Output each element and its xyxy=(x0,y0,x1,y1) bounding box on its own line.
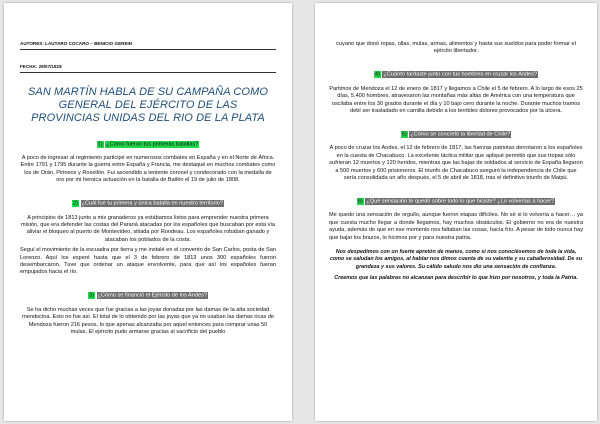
closing-paragraph-2: Creemos que las palabras no alcanzan para describir lo que hizo por nosotros, y toda la Patria. xyxy=(334,274,578,281)
date-line: FECHA: 29/07/1818 xyxy=(20,64,62,69)
answer-1: A poco de ingresar al regimiento participé en numerosos combates en España y en el Norte de África. Entre 1791 y 1795 durante la guerra entre España y Francia, me destaqué en muchos combates como los de Orán, Pirineos y Rosellón. Fui ascendido a teniente coronel y condecorado con la medalla de oro por mi heroica actuación en la batalla de Bailén el 19 de julio de 1808. xyxy=(20,155,276,184)
question-1 xyxy=(20,132,276,150)
question-text: ¿Cuánto tardaste junto con tus hombres en cruzar los Andes? xyxy=(383,71,538,78)
question-text: ¿Cómo se concretó la libertad de Chile? xyxy=(410,131,511,138)
authors-line: AUTORES: LAUTARO COCARO – BENICIO GEREIN xyxy=(20,41,133,46)
question-6 xyxy=(329,189,583,207)
document-page-left xyxy=(4,3,292,421)
question-text: ¿Qué sensación te quedó sobre todo lo que hiciste? ¿Lo volverías a hacer? xyxy=(366,198,555,205)
closing-paragraph-1: Nos despedimos con un fuerte apretón de manos, como si nos conociésemos de toda la vida, como se saludan los amigos, al hablar nos dimos cuenta de su valentía y su caballerosidad. De su grandeza y sus valores. Su cálido saludo nos dio una sensación de confianza. xyxy=(329,249,583,270)
answer-3: Se ha dicho muchas veces que fue gracias a las joyas donadas por las damas de la alta sociedad mendocina. Esto no fue así. El total de lo obtenido por las joyas que ya no usaban las damas ricas de Mendoza fueron 216 pesos, lo que apenas alcanzaba por aquel entonces para comprar unas 50 mulas. El ejército pudo armarse gracias al sacrificio del pueblo xyxy=(22,306,274,336)
question-text: ¿Cuál fue tu primera y única batalla en nuestro territorio? xyxy=(81,200,224,207)
question-number: 1) xyxy=(97,141,103,147)
question-number: 5) xyxy=(401,131,407,138)
question-text: ¿Cómo fueron tus primeras batallas? xyxy=(106,141,199,147)
answer-5: A poco de cruzar los Andes, el 12 de febrero de 1817, las fuerzas patriotas derrotaron a los españoles en la cuesta de Chacabuco. La excelente táctica militar que apliqué permitió que sus tropas sólo sufrieran 12 muertos y 120 heridos, mientras que las bajas de soldados al servicio de España llegaron a 500 muertos y 600 prisioneros. El triunfo de Chacabuco aseguró la independencia de Chile que sería consolidada un año después, el 5 de abril de 1818, tras el definitivo triunfo de Maipú. xyxy=(329,145,583,182)
question-3 xyxy=(20,284,276,302)
answer-6: Me quedo una sensación de orgullo, aunque fueron etapas difíciles. No sé si lo volvería a hacer… ya que cuesta mucho llegar a donde llegamos, hay muchos obstáculos. El gobierno no era de nuestra ayuda, además de que en ese momento nos faltaban las cosas, hacía frío. A pesar de todo nunca hay que bajar los brazos, lo hicimos por y para nuestra patria. xyxy=(329,212,583,241)
question-text: ¿Cómo se financió el Ejército de los Andes? xyxy=(97,292,207,299)
question-number: 3) xyxy=(89,292,94,299)
answer-4: Partimos de Mendoza el 12 de enero de 1817 y llegamos a Chile el 5 de febrero. A lo largo de esos 25 días, 5.400 hombres, atravesaron las montañas más altas de América con una temperatura que oscilaba entre los 30 grados durante el día y 10 bajo cero durante la noche. Durante muchos tramos debí ser trasladado en camilla debido a los terribles dolores provocados por la úlcera. xyxy=(329,85,583,115)
question-2 xyxy=(20,192,276,210)
answer-3-continued: cuyano que donó ropas, ollas, mulas, armas, alimentos y hasta sus sueldos para poder formar el ejército libertador. xyxy=(336,41,576,55)
question-number: 6) xyxy=(357,198,363,205)
article-title: SAN MARTÍN HABLA DE SU CAMPAÑA COMO GENERAL DEL EJÉRCITO DE LAS PROVINCIAS UNIDAS DEL RIO DE LA PLATA xyxy=(27,86,269,124)
answer-2b: Seguí el movimiento de la escuadra por tierra y me instalé en el convento de San Carlos, posta de San Lorenzo. Aquí los esperé hasta que el 3 de febrero de 1813 unos 300 españoles fueron desembarcaron. Tuve que ordenar un ataque envolvente, para que así los españoles fueran empujados hacia el río. xyxy=(20,247,276,276)
divider xyxy=(20,49,276,50)
question-5 xyxy=(329,122,583,140)
question-number: 4) xyxy=(374,71,380,78)
document-page-right xyxy=(315,3,597,421)
divider xyxy=(20,72,276,73)
question-4 xyxy=(329,63,583,81)
answer-2a: A principios de 1813 junto a mis granaderos ya estábamos listos para emprender nuestra primera misión, que era defender las costas del Paraná atacadas por los españoles que buscaban por esta vía aliviar el bloqueo al puerto de Montevideo, sitiada por Rondeau. Los españoles robaban ganado y atacaban los poblados de la costa. xyxy=(20,214,276,243)
question-number: 2) xyxy=(72,200,78,207)
